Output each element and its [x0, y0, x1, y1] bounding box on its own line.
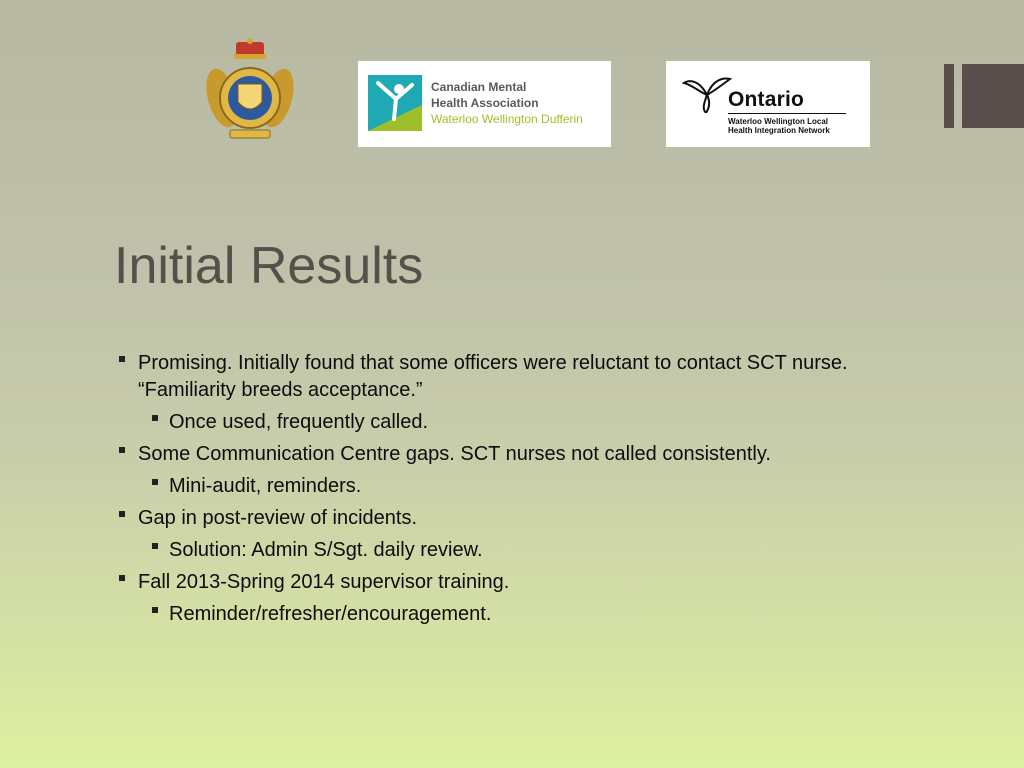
sub-bullet-item [114, 409, 904, 436]
bullet-item [114, 505, 904, 532]
police-crest-logo [202, 36, 298, 148]
crest-shield [238, 84, 262, 109]
lhin-name-line1: Waterloo Wellington Local [728, 117, 828, 126]
bullet-text: Promising. Initially found that some officers were reluctant to contact SCT nurse. “Familiarity breeds acceptance.” [138, 352, 848, 401]
ontario-lhin-logo [666, 61, 870, 147]
bullet-list [114, 350, 904, 633]
bullet-text: Fall 2013-Spring 2014 supervisor training. [138, 571, 510, 593]
slide-title: Initial Results [114, 237, 424, 295]
cmha-name-line1: Canadian Mental [431, 80, 527, 94]
bullet-marker-icon [119, 511, 125, 517]
sub-bullet-item [114, 537, 904, 564]
ontario-wordmark: Ontario [728, 88, 805, 111]
bullet-marker-icon [152, 415, 158, 421]
cmha-figure-icon [368, 75, 422, 131]
bullet-marker-icon [119, 575, 125, 581]
bullet-item [114, 441, 904, 468]
bullet-text: Solution: Admin S/Sgt. daily review. [169, 539, 483, 561]
bullet-text: Once used, frequently called. [169, 411, 429, 433]
decorative-bar-thick [962, 64, 1024, 128]
bullet-text: Gap in post-review of incidents. [138, 507, 418, 529]
bullet-marker-icon [119, 356, 125, 362]
bullet-marker-icon [119, 447, 125, 453]
decorative-bar-thin [944, 64, 954, 128]
bullet-item [114, 569, 904, 596]
bullet-marker-icon [152, 543, 158, 549]
cmha-branch: Waterloo Wellington Dufferin [431, 112, 583, 126]
sub-bullet-item [114, 473, 904, 500]
cmha-name-line2: Health Association [431, 96, 539, 110]
crest-crown [234, 38, 266, 59]
ontario-underline [728, 113, 846, 114]
bullet-text: Mini-audit, reminders. [169, 475, 362, 497]
cmha-logo [358, 61, 611, 147]
trillium-icon [682, 73, 732, 113]
bullet-text: Some Communication Centre gaps. SCT nurses not called consistently. [138, 443, 771, 465]
bullet-marker-icon [152, 479, 158, 485]
bullet-item [114, 350, 904, 404]
bullet-text: Reminder/refresher/encouragement. [169, 603, 492, 625]
lhin-name-line2: Health Integration Network [728, 126, 830, 135]
bullet-marker-icon [152, 607, 158, 613]
sub-bullet-item [114, 601, 904, 628]
